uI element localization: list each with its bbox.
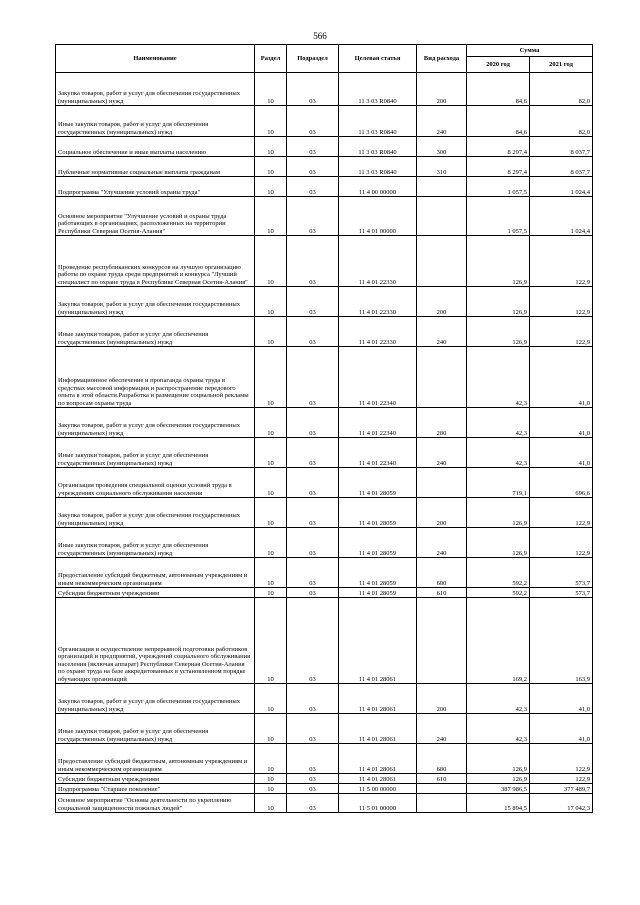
row-section: 10	[255, 287, 287, 317]
row-sum-2020: 126,9	[467, 317, 530, 347]
table-row	[56, 408, 593, 438]
row-subsection: 03	[287, 157, 339, 177]
row-target: 11 3 03 R0840	[339, 157, 417, 177]
row-sum-2020: 8 297,4	[467, 137, 530, 157]
row-sum-2020: 42,3	[467, 684, 530, 714]
header-subsection: Подраздел	[287, 45, 339, 73]
header-expense-type: Вид расхода	[417, 45, 467, 73]
table-row	[56, 197, 593, 236]
row-sum-2021: 8 037,7	[530, 137, 593, 157]
row-sum-2021: 41,0	[530, 408, 593, 438]
row-name: Основное мероприятие "Основы деятельности по укреплению социальной защищенности пожилых людей"	[56, 794, 255, 813]
row-name: Иные закупки товаров, работ и услуг для обеспечения государственных (муниципальных) нужд	[56, 317, 255, 347]
row-target: 11 4 01 28059	[339, 528, 417, 558]
table-row	[56, 528, 593, 558]
row-section: 10	[255, 438, 287, 468]
budget-table	[55, 44, 593, 813]
row-expense-type: 300	[417, 137, 467, 157]
row-name: Предоставление субсидий бюджетным, автономным учреждениям и иным некоммерческим организациям	[56, 744, 255, 774]
row-name: Закупка товаров, работ и услуг для обеспечения государственных (муниципальных) нужд	[56, 498, 255, 528]
row-subsection: 03	[287, 317, 339, 347]
row-target: 11 3 03 R0840	[339, 137, 417, 157]
row-sum-2020: 42,3	[467, 408, 530, 438]
row-sum-2020: 1 057,5	[467, 177, 530, 197]
row-target: 11 4 01 22330	[339, 317, 417, 347]
table-row	[56, 73, 593, 106]
row-target: 11 4 01 00000	[339, 197, 417, 236]
row-subsection: 03	[287, 784, 339, 794]
row-section: 10	[255, 684, 287, 714]
table-row	[56, 347, 593, 408]
row-sum-2021: 1 024,4	[530, 177, 593, 197]
table-row	[56, 137, 593, 157]
table-row	[56, 438, 593, 468]
row-name: Проведение республиканских конкурсов на лучшую организацию работы по охране труда среди предприятий и конкурса "Лучший специалист по охране труда в Республике Северная Осетия-Алания"	[56, 236, 255, 287]
row-target: 11 4 01 28061	[339, 714, 417, 744]
row-name: Основное мероприятие "Улучшение условий и охраны труда работающих в организациях, расположенных на территории Республики Северная Осетия-Алания"	[56, 197, 255, 236]
row-target: 11 3 03 R0840	[339, 106, 417, 137]
row-name: Субсидии бюджетным учреждениям	[56, 774, 255, 784]
row-section: 10	[255, 588, 287, 598]
row-subsection: 03	[287, 468, 339, 498]
row-sum-2021: 163,9	[530, 598, 593, 684]
row-sum-2020: 126,9	[467, 236, 530, 287]
table-body	[56, 73, 593, 813]
row-sum-2021: 122,9	[530, 287, 593, 317]
row-name: Информационное обеспечение и пропаганда охраны труда в средствах массовой информации и распространение передового опыта в этой области.Разработка и размещение социальной рекламы по вопросам охраны труда	[56, 347, 255, 408]
row-sum-2021: 41,0	[530, 347, 593, 408]
table-row	[56, 498, 593, 528]
row-sum-2021: 696,6	[530, 468, 593, 498]
row-name: Предоставление субсидий бюджетным, автономным учреждениям и иным некоммерческим организациям	[56, 558, 255, 588]
row-expense-type: 200	[417, 287, 467, 317]
row-name: Организация проведения специальной оценки условий труда в учреждениях социального обслуживания населения	[56, 468, 255, 498]
row-name: Подпрограмма "Старшее поколение"	[56, 784, 255, 794]
row-expense-type: 610	[417, 774, 467, 784]
row-section: 10	[255, 558, 287, 588]
row-section: 10	[255, 408, 287, 438]
row-subsection: 03	[287, 347, 339, 408]
row-expense-type	[417, 598, 467, 684]
row-subsection: 03	[287, 598, 339, 684]
row-expense-type: 240	[417, 438, 467, 468]
row-expense-type: 200	[417, 408, 467, 438]
row-sum-2021: 17 042,3	[530, 794, 593, 813]
row-target: 11 4 01 28061	[339, 598, 417, 684]
header-year-2021: 2021 год	[530, 57, 593, 73]
row-sum-2020: 592,2	[467, 558, 530, 588]
row-target: 11 4 01 28059	[339, 498, 417, 528]
row-sum-2020: 169,2	[467, 598, 530, 684]
table-row	[56, 794, 593, 813]
row-sum-2021: 41,0	[530, 438, 593, 468]
row-sum-2021: 573,7	[530, 588, 593, 598]
row-name: Субсидии бюджетным учреждениям	[56, 588, 255, 598]
row-sum-2020: 42,3	[467, 438, 530, 468]
table-row	[56, 744, 593, 774]
row-sum-2020: 126,9	[467, 498, 530, 528]
row-name: Социальное обеспечение и иные выплаты населению	[56, 137, 255, 157]
row-subsection: 03	[287, 408, 339, 438]
row-section: 10	[255, 317, 287, 347]
row-target: 11 4 01 22340	[339, 438, 417, 468]
header-sum: Сумма	[467, 45, 593, 57]
row-sum-2020: 8 297,4	[467, 157, 530, 177]
row-sum-2021: 82,0	[530, 73, 593, 106]
row-subsection: 03	[287, 236, 339, 287]
row-subsection: 03	[287, 287, 339, 317]
row-section: 10	[255, 197, 287, 236]
row-expense-type: 240	[417, 528, 467, 558]
row-sum-2020: 84,6	[467, 106, 530, 137]
row-name: Иные закупки товаров, работ и услуг для обеспечения государственных (муниципальных) нужд	[56, 714, 255, 744]
row-expense-type: 240	[417, 317, 467, 347]
row-sum-2021: 122,9	[530, 774, 593, 784]
table-row	[56, 598, 593, 684]
row-sum-2020: 42,3	[467, 714, 530, 744]
row-target: 11 4 01 22340	[339, 408, 417, 438]
row-expense-type	[417, 794, 467, 813]
row-section: 10	[255, 177, 287, 197]
row-sum-2020: 126,9	[467, 744, 530, 774]
row-name: Закупка товаров, работ и услуг для обеспечения государственных (муниципальных) нужд	[56, 408, 255, 438]
row-expense-type	[417, 784, 467, 794]
page-number: 566	[313, 31, 327, 41]
row-expense-type: 600	[417, 744, 467, 774]
row-subsection: 03	[287, 774, 339, 784]
row-section: 10	[255, 157, 287, 177]
row-sum-2020: 42,3	[467, 347, 530, 408]
row-target: 11 4 01 22340	[339, 347, 417, 408]
row-target: 11 5 00 00000	[339, 784, 417, 794]
table-row	[56, 558, 593, 588]
row-subsection: 03	[287, 137, 339, 157]
row-subsection: 03	[287, 558, 339, 588]
row-expense-type: 310	[417, 157, 467, 177]
row-sum-2021: 82,0	[530, 106, 593, 137]
row-sum-2021: 573,7	[530, 558, 593, 588]
row-subsection: 03	[287, 177, 339, 197]
header-year-2020: 2020 год	[467, 57, 530, 73]
row-section: 10	[255, 347, 287, 408]
row-sum-2020: 15 894,5	[467, 794, 530, 813]
row-expense-type: 610	[417, 588, 467, 598]
table-row	[56, 784, 593, 794]
row-section: 10	[255, 714, 287, 744]
row-subsection: 03	[287, 197, 339, 236]
table-row	[56, 236, 593, 287]
row-name: Закупка товаров, работ и услуг для обеспечения государственных (муниципальных) нужд	[56, 73, 255, 106]
row-section: 10	[255, 468, 287, 498]
row-expense-type: 200	[417, 684, 467, 714]
row-target: 11 4 01 22330	[339, 236, 417, 287]
table-row	[56, 774, 593, 784]
row-target: 11 4 00 00000	[339, 177, 417, 197]
row-expense-type	[417, 468, 467, 498]
row-section: 10	[255, 73, 287, 106]
row-sum-2020: 719,1	[467, 468, 530, 498]
row-sum-2021: 41,0	[530, 714, 593, 744]
header-name: Наименование	[56, 45, 255, 73]
row-subsection: 03	[287, 794, 339, 813]
row-expense-type: 600	[417, 558, 467, 588]
row-sum-2021: 122,9	[530, 498, 593, 528]
row-section: 10	[255, 598, 287, 684]
row-expense-type: 240	[417, 714, 467, 744]
row-section: 10	[255, 137, 287, 157]
table-row	[56, 317, 593, 347]
row-subsection: 03	[287, 744, 339, 774]
row-subsection: 03	[287, 684, 339, 714]
row-subsection: 03	[287, 438, 339, 468]
table-row	[56, 106, 593, 137]
row-name: Закупка товаров, работ и услуг для обеспечения государственных (муниципальных) нужд	[56, 684, 255, 714]
row-subsection: 03	[287, 73, 339, 106]
row-subsection: 03	[287, 714, 339, 744]
row-sum-2021: 122,9	[530, 317, 593, 347]
row-sum-2021: 41,0	[530, 684, 593, 714]
row-target: 11 5 01 00000	[339, 794, 417, 813]
row-section: 10	[255, 794, 287, 813]
row-expense-type	[417, 197, 467, 236]
row-section: 10	[255, 528, 287, 558]
table-row	[56, 684, 593, 714]
row-target: 11 4 01 22330	[339, 287, 417, 317]
row-target: 11 4 01 28059	[339, 468, 417, 498]
row-section: 10	[255, 774, 287, 784]
row-sum-2020: 592,2	[467, 588, 530, 598]
header-section: Раздел	[255, 45, 287, 73]
row-target: 11 4 01 28061	[339, 774, 417, 784]
row-name: Публичные нормативные социальные выплаты гражданам	[56, 157, 255, 177]
row-sum-2020: 126,9	[467, 528, 530, 558]
row-sum-2021: 377 489,7	[530, 784, 593, 794]
row-sum-2020: 387 986,5	[467, 784, 530, 794]
row-sum-2021: 122,9	[530, 236, 593, 287]
row-sum-2021: 122,9	[530, 528, 593, 558]
row-sum-2021: 122,9	[530, 744, 593, 774]
row-subsection: 03	[287, 528, 339, 558]
row-sum-2021: 8 037,7	[530, 157, 593, 177]
row-section: 10	[255, 744, 287, 774]
row-name: Иные закупки товаров, работ и услуг для обеспечения государственных (муниципальных) нужд	[56, 106, 255, 137]
row-section: 10	[255, 106, 287, 137]
row-name: Организация и осуществление непрерывной подготовки работников организаций и предприятий, учреждений социального обслуживания населения (включая аппарат) Республики Северная Осетия-Алания по охране труда на базе аккредитованных в установленном порядке обучающих организаций	[56, 598, 255, 684]
row-subsection: 03	[287, 588, 339, 598]
row-expense-type: 240	[417, 106, 467, 137]
row-name: Подпрограмма "Улучшение условий охраны труда"	[56, 177, 255, 197]
row-sum-2020: 1 057,5	[467, 197, 530, 236]
row-name: Закупка товаров, работ и услуг для обеспечения государственных (муниципальных) нужд	[56, 287, 255, 317]
row-subsection: 03	[287, 106, 339, 137]
row-sum-2020: 126,9	[467, 287, 530, 317]
row-expense-type: 200	[417, 73, 467, 106]
row-section: 10	[255, 498, 287, 528]
row-name: Иные закупки товаров, работ и услуг для обеспечения государственных (муниципальных) нужд	[56, 438, 255, 468]
row-sum-2020: 126,9	[467, 774, 530, 784]
row-target: 11 4 01 28059	[339, 588, 417, 598]
row-sum-2021: 1 024,4	[530, 197, 593, 236]
row-sum-2020: 84,6	[467, 73, 530, 106]
row-name: Иные закупки товаров, работ и услуг для обеспечения государственных (муниципальных) нужд	[56, 528, 255, 558]
table-row	[56, 177, 593, 197]
row-expense-type: 200	[417, 498, 467, 528]
row-expense-type	[417, 347, 467, 408]
row-subsection: 03	[287, 498, 339, 528]
header-target: Целевая статья	[339, 45, 417, 73]
row-target: 11 4 01 28061	[339, 684, 417, 714]
row-target: 11 3 03 R0840	[339, 73, 417, 106]
row-expense-type	[417, 177, 467, 197]
row-section: 10	[255, 236, 287, 287]
table-row	[56, 714, 593, 744]
row-section: 10	[255, 784, 287, 794]
row-target: 11 4 01 28061	[339, 744, 417, 774]
table-row	[56, 157, 593, 177]
table-row	[56, 588, 593, 598]
row-target: 11 4 01 28059	[339, 558, 417, 588]
row-expense-type	[417, 236, 467, 287]
table-row	[56, 468, 593, 498]
table-row	[56, 287, 593, 317]
